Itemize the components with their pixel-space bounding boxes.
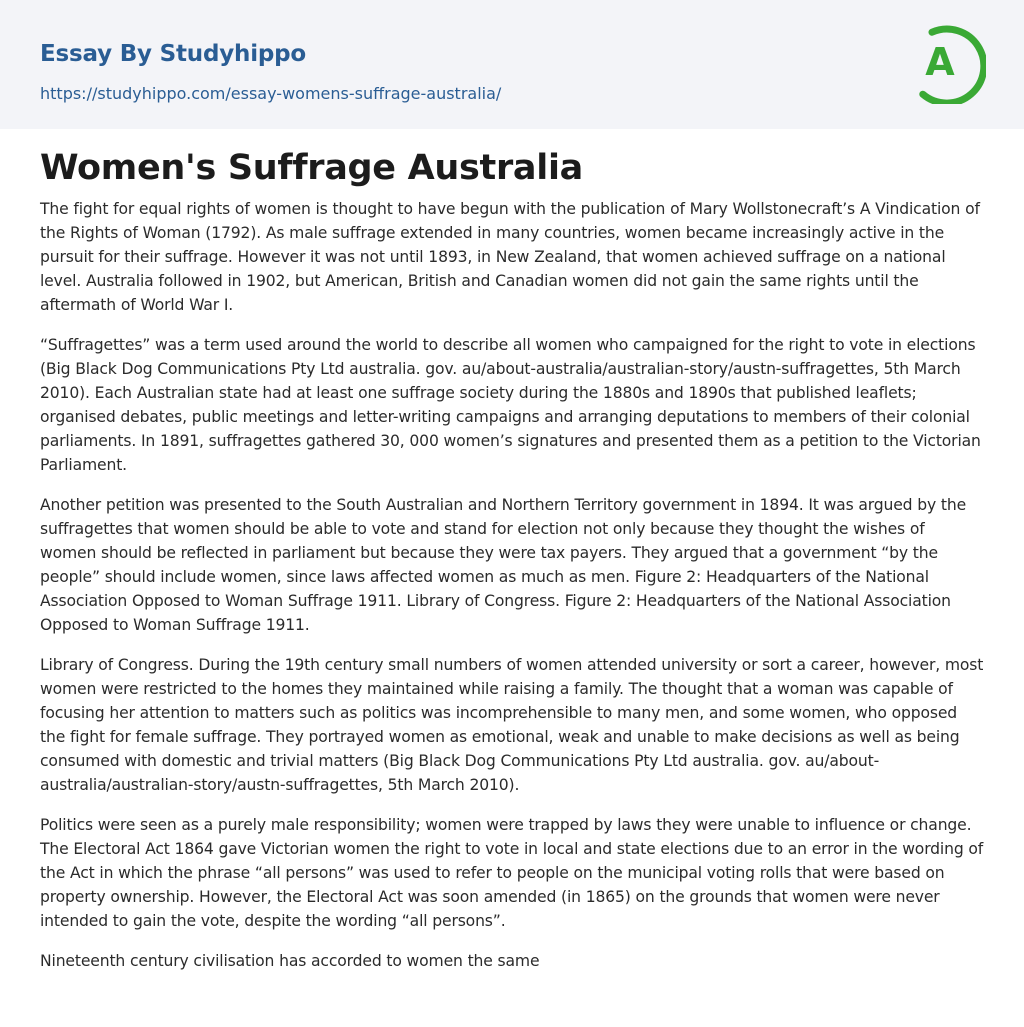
article-paragraph-4: Library of Congress. During the 19th century small numbers of women attended university or sort a career, however, most women were restricted to the homes they maintained while raising a family. The thought that a woman was capable of focusing her attention to matters such as politics was incomprehensible to many men, and some women, who opposed the fight for female suffrage. They portrayed women as emotional, weak and unable to make decisions as well as being consumed with domestic and trivial matters (Big Black Dog Communications Pty Ltd australia. gov. au/about-australia/australian-story/austn-suffragettes, 5th March 2010). bbox=[40, 656, 984, 794]
site-title[interactable]: Essay By Studyhippo bbox=[40, 41, 307, 67]
article-paragraph-3: Another petition was presented to the South Australian and Northern Territory government in 1894. It was argued by the suffragettes that women should be able to vote and stand for election not only because they thought the wishes of women should be reflected in parliament but because they were tax payers. They argued that a government “by the people” should include women, since laws affected women as much as men. Figure 2: Headquarters of the National Association Opposed to Woman Suffrage 1911. Library of Congress. Figure 2: Headquarters of the National Association Opposed to Woman Suffrage 1911. bbox=[40, 496, 967, 634]
article-content bbox=[40, 129, 985, 989]
page-title: Women's Suffrage Australia bbox=[40, 148, 583, 188]
site-header bbox=[0, 0, 1024, 129]
article-paragraph-1: The fight for equal rights of women is thought to have begun with the publication of Mary Wollstonecraft’s A Vindication of the Rights of Woman (1792). As male suffrage extended in many countries, women became increasingly active in the pursuit for their suffrage. However it was not until 1893, in New Zealand, that women achieved suffrage on a national level. Australia followed in 1902, but American, British and Canadian women did not gain the same rights until the aftermath of World War I. bbox=[40, 200, 980, 314]
logo-letter: A bbox=[925, 40, 955, 84]
essay-url-link[interactable]: https://studyhippo.com/essay-womens-suffrage-australia/ bbox=[40, 84, 502, 103]
studyhippo-logo-icon[interactable] bbox=[912, 20, 986, 104]
article-paragraph-6: Nineteenth century civilisation has accorded to women the same bbox=[40, 952, 540, 970]
article-paragraph-5: Politics were seen as a purely male responsibility; women were trapped by laws they were unable to influence or change. The Electoral Act 1864 gave Victorian women the right to vote in local and state elections due to an error in the wording of the Act in which the phrase “all persons” was used to refer to people on the municipal voting rolls that were based on property ownership. However, the Electoral Act was soon amended (in 1865) on the grounds that women were never intended to gain the vote, despite the wording “all persons”. bbox=[40, 816, 984, 930]
article-paragraph-2: “Suffragettes” was a term used around the world to describe all women who campaigned for the right to vote in elections (Big Black Dog Communications Pty Ltd australia. gov. au/about-australia/australian-story/austn-suffragettes, 5th March 2010). Each Australian state had at least one suffrage society during the 1880s and 1890s that published leaflets; organised debates, public meetings and letter-writing campaigns and arranging deputations to members of their colonial parliaments. In 1891, suffragettes gathered 30, 000 women’s signatures and presented them as a petition to the Victorian Parliament. bbox=[40, 336, 981, 474]
